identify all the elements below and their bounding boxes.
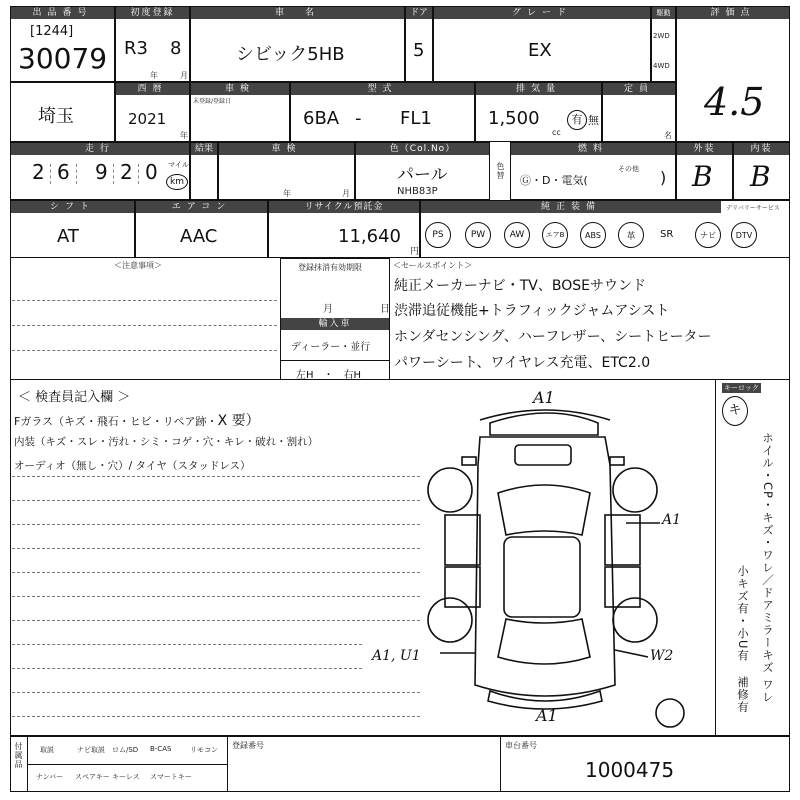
exterior-header: 外装 bbox=[677, 143, 732, 155]
sales-point: ホンダセンシング、ハーフレザー、シートヒーター bbox=[394, 329, 712, 345]
equip-sunroof: SR bbox=[660, 229, 674, 240]
shift: AT bbox=[57, 226, 79, 247]
inspection-year-unit: 年 bbox=[283, 189, 291, 198]
inspector-line bbox=[12, 572, 420, 573]
mileage-digit: 0 bbox=[145, 160, 158, 184]
caution-line bbox=[12, 325, 277, 326]
mileage-digit: 2 bbox=[32, 160, 45, 184]
turbo-have bbox=[567, 110, 587, 130]
damage-mark-left-rear: A1, U1 bbox=[372, 648, 421, 664]
inspector-line bbox=[12, 716, 420, 717]
grade: EX bbox=[528, 40, 552, 61]
inspection-header: 車検 bbox=[219, 143, 354, 155]
inspector-line bbox=[12, 620, 420, 621]
accessory-navi-manual: ナビ取説 bbox=[77, 746, 105, 754]
chassis-label: 車台番号 bbox=[505, 741, 537, 750]
inspector-title: ＜ 検査員記入欄 ＞ bbox=[18, 390, 131, 405]
side-note-wheel: ホイル・CP・キズ・ワレ／ドアミラーキズ ワレ bbox=[761, 432, 775, 704]
recycle: 11,640 bbox=[338, 226, 401, 247]
equip-leather bbox=[618, 222, 644, 248]
equip-ps bbox=[425, 222, 451, 248]
keylock-mark bbox=[722, 396, 748, 426]
type-code: FL1 bbox=[400, 108, 432, 129]
equip-abs-label: ABS bbox=[585, 230, 601, 240]
side-note-scratch: 小キズ有・小U有 bbox=[736, 565, 750, 662]
sales-point: 純正メーカーナビ・TV、BOSEサウンド bbox=[394, 278, 646, 294]
glass-options: Fガラス（キズ・飛石・ヒビ・リペア跡・ bbox=[14, 415, 218, 428]
equipment-header: 純正装備 bbox=[421, 201, 721, 213]
type-prefix: 6BA bbox=[303, 108, 340, 129]
inspector-line bbox=[12, 476, 420, 477]
chassis-number: 1000475 bbox=[585, 758, 675, 782]
equip-navi bbox=[695, 222, 721, 248]
import-header: 輸入車 bbox=[281, 318, 389, 330]
mileage-separator bbox=[76, 164, 77, 184]
accessory-plate: ナンバー bbox=[36, 773, 64, 781]
drive-2wd: 2WD bbox=[653, 32, 670, 40]
region: 埼玉 bbox=[38, 106, 74, 127]
fuel-header: 燃料 bbox=[511, 143, 675, 155]
displacement: 1,500 bbox=[488, 108, 540, 129]
car-name-header: 車 名 bbox=[191, 7, 404, 19]
handle-side: 左H ・ 右H bbox=[296, 370, 362, 381]
color: パール bbox=[397, 165, 448, 185]
month-unit: 月 bbox=[180, 71, 188, 80]
equip-aw-label: AW bbox=[509, 230, 525, 240]
sales-point: パワーシート、ワイヤレス充電、ETC2.0 bbox=[394, 355, 651, 371]
accessory-remote: リモコン bbox=[190, 746, 218, 754]
inspector-line2: 内装（キズ・スレ・汚れ・シミ・コゲ・穴・キレ・破れ・割れ） bbox=[14, 436, 319, 448]
accessory-manual: 取説 bbox=[40, 746, 54, 754]
caution-line bbox=[12, 350, 277, 351]
exterior: B bbox=[692, 160, 713, 193]
keylock-label: キーロック bbox=[724, 384, 759, 392]
score: 4.5 bbox=[704, 80, 765, 124]
accessory-grid-divider bbox=[28, 764, 228, 765]
sales-label: ＜セールスポイント＞ bbox=[393, 261, 473, 270]
accessory-smart-key: スマートキー bbox=[150, 773, 192, 781]
ac-header: エアコン bbox=[136, 201, 267, 213]
equip-pw-label: PW bbox=[470, 230, 486, 240]
interior: B bbox=[750, 160, 771, 193]
model-year-header: 西暦 bbox=[116, 83, 189, 95]
inspector-line bbox=[12, 548, 420, 549]
equip-dtv-label: DTV bbox=[735, 230, 753, 240]
color-change: 色替 bbox=[496, 162, 505, 180]
inspector-line bbox=[12, 500, 420, 501]
fuel-other: その他 bbox=[618, 165, 639, 173]
model-year: 2021 bbox=[128, 110, 167, 128]
reg-number-label: 登録番号 bbox=[232, 741, 264, 750]
result-header: 結果 bbox=[191, 143, 217, 155]
drive-header: 駆動 bbox=[652, 7, 675, 19]
keylock-mark-label: キ bbox=[728, 403, 742, 418]
recycle-header: リサイクル預託金 bbox=[269, 201, 419, 213]
delivery-label: デリバリーサービス bbox=[726, 205, 780, 212]
first-reg-era: R3 bbox=[124, 38, 148, 59]
fuel-close: ) bbox=[660, 168, 667, 187]
interior-header: 内装 bbox=[734, 143, 789, 155]
mileage-header: 走行 bbox=[11, 143, 189, 155]
inspector-line bbox=[12, 692, 420, 693]
chassis-divider bbox=[500, 736, 501, 792]
km-unit bbox=[166, 174, 188, 190]
damage-mark-right: A1 bbox=[662, 512, 682, 528]
equip-airbag-label: エアB bbox=[545, 231, 565, 239]
side-notes-cell bbox=[715, 380, 790, 736]
equip-aw bbox=[504, 222, 530, 248]
displacement-header: 排気量 bbox=[476, 83, 601, 95]
car-name: シビック5HB bbox=[236, 44, 345, 65]
capacity-unit: 名 bbox=[664, 131, 672, 140]
type-header: 型式 bbox=[291, 83, 474, 95]
footer-side-label-text: 付属品 bbox=[14, 742, 23, 769]
expiry-header: 車検 bbox=[191, 83, 289, 95]
displacement-unit: cc bbox=[552, 128, 561, 137]
inspector-line bbox=[12, 596, 420, 597]
mileage-digit: 2 bbox=[120, 160, 133, 184]
mileage-digit: 9 bbox=[95, 160, 108, 184]
ac: AAC bbox=[180, 226, 218, 247]
mileage-separator bbox=[138, 164, 139, 184]
turbo-have-label: 有 bbox=[571, 113, 583, 126]
equip-leather-label: 革 bbox=[626, 231, 636, 242]
damage-mark-front: A1 bbox=[533, 388, 555, 407]
sales-point: 渋滞追従機能+トラフィックジャムアシスト bbox=[394, 303, 670, 319]
accessory-spare-key: スペアキー bbox=[75, 773, 110, 781]
lot-prefix: [1244] bbox=[30, 24, 74, 39]
mileage-separator bbox=[50, 164, 51, 184]
lot-header: 出品番号 bbox=[11, 7, 114, 19]
side-note-repair: 補修有 bbox=[736, 676, 750, 714]
drive-4wd: 4WD bbox=[653, 62, 670, 70]
damage-mark-right-rear: W2 bbox=[650, 648, 674, 664]
equip-ps-label: PS bbox=[432, 230, 444, 240]
doors-header: ドア bbox=[406, 7, 432, 19]
first-reg-header: 初度登録 bbox=[116, 7, 189, 19]
inspection-month-unit: 月 bbox=[342, 189, 350, 198]
inspector-line3: オーディオ（無し・穴）/ タイヤ（スタッドレス） bbox=[14, 460, 251, 472]
km-unit-label: km bbox=[170, 177, 184, 187]
expiry-note: 未登録/登録日 bbox=[193, 98, 232, 105]
type-dash: - bbox=[355, 108, 362, 129]
inspector-line bbox=[12, 668, 362, 669]
damage-mark-rear: A1 bbox=[536, 706, 558, 725]
accessory-bcas: B-CAS bbox=[150, 745, 172, 753]
mileage-separator bbox=[113, 164, 114, 184]
caution-label: ＜注意事項＞ bbox=[114, 261, 162, 270]
first-reg-month: 8 bbox=[170, 38, 182, 59]
year-unit-2: 年 bbox=[180, 131, 188, 140]
caution-line bbox=[12, 300, 277, 301]
glass-mark: X 要） bbox=[217, 413, 260, 429]
capacity-header: 定員 bbox=[603, 83, 675, 95]
accessory-rom: ロム/SD bbox=[112, 746, 139, 754]
equip-navi-label: ナビ bbox=[700, 230, 716, 240]
equip-airbag bbox=[542, 222, 568, 248]
equip-pw bbox=[465, 222, 491, 248]
dealer-parallel: ディーラー・並行 bbox=[291, 342, 371, 353]
reg-deadline-day: 日 bbox=[380, 304, 390, 315]
inspector-line bbox=[12, 644, 362, 645]
grade-header: グレード bbox=[434, 7, 650, 19]
color-code: NHB83P bbox=[397, 186, 438, 197]
doors: 5 bbox=[413, 40, 425, 61]
mileage-digit: 6 bbox=[57, 160, 70, 184]
yen: 円 bbox=[410, 247, 420, 257]
mile-unit: マイル bbox=[168, 161, 189, 169]
import-divider bbox=[280, 360, 390, 361]
inspector-line1 bbox=[14, 410, 260, 430]
equip-abs bbox=[580, 222, 606, 248]
inspector-line bbox=[12, 524, 420, 525]
reg-deadline-month: 月 bbox=[323, 304, 333, 315]
shift-header: シフト bbox=[11, 201, 134, 213]
score-header: 評価点 bbox=[677, 7, 789, 19]
equip-dtv bbox=[731, 222, 757, 248]
fuel-options: Ⓖ・D・電気( bbox=[520, 174, 588, 187]
reg-deadline-label: 登録抹消有効期限 bbox=[298, 263, 362, 272]
lot-number: 30079 bbox=[18, 42, 108, 75]
car-diagram bbox=[420, 395, 720, 730]
turbo-none: 無 bbox=[588, 114, 599, 127]
color-header: 色（Col.No） bbox=[356, 143, 489, 155]
year-unit: 年 bbox=[150, 71, 158, 80]
accessory-keyless: キーレス bbox=[112, 773, 140, 781]
